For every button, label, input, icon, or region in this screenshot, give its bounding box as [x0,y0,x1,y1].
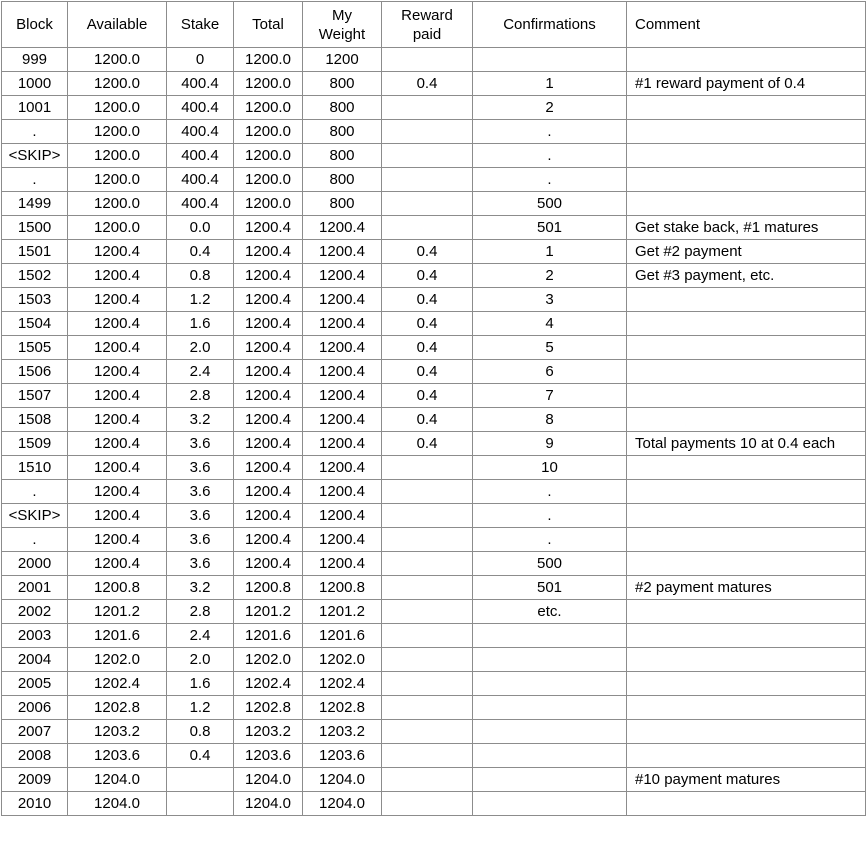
comment-cell [627,96,866,120]
comment-cell [627,648,866,672]
block-cell: 1499 [2,192,68,216]
block-cell: 1502 [2,264,68,288]
total-cell: 1200.0 [234,192,303,216]
available-cell: 1200.4 [68,264,167,288]
stake-cell: 0.4 [167,744,234,768]
comment-cell [627,312,866,336]
table-row [2,144,866,168]
my-weight-cell: 1202.0 [303,648,382,672]
stake-cell: 2.0 [167,648,234,672]
block-cell: 2009 [2,768,68,792]
stake-cell: 400.4 [167,192,234,216]
total-cell: 1200.4 [234,312,303,336]
my-weight-cell: 1200 [303,48,382,72]
total-cell: 1200.0 [234,48,303,72]
stake-cell [167,792,234,816]
stake-cell: 3.6 [167,432,234,456]
stake-cell: 2.8 [167,600,234,624]
reward-paid-cell [382,168,473,192]
confirmations-cell: . [473,120,627,144]
table-row [2,192,866,216]
available-cell: 1200.4 [68,360,167,384]
stake-cell: 0.8 [167,720,234,744]
my-weight-cell: 800 [303,168,382,192]
confirmations-cell [473,624,627,648]
stake-cell: 2.8 [167,384,234,408]
comment-cell [627,672,866,696]
available-cell: 1202.8 [68,696,167,720]
header-row [2,2,866,48]
column-header-my-weight: My Weight [303,2,382,48]
table-row [2,264,866,288]
table-row [2,576,866,600]
available-cell: 1200.0 [68,144,167,168]
stake-cell: 3.6 [167,552,234,576]
block-cell: 1504 [2,312,68,336]
table-row [2,552,866,576]
my-weight-cell: 1200.4 [303,504,382,528]
stake-cell: 400.4 [167,120,234,144]
available-cell: 1202.0 [68,648,167,672]
block-cell: 1501 [2,240,68,264]
reward-paid-cell [382,792,473,816]
block-cell: 999 [2,48,68,72]
confirmations-cell: . [473,168,627,192]
reward-paid-cell [382,672,473,696]
reward-paid-cell: 0.4 [382,264,473,288]
table-row [2,504,866,528]
comment-cell [627,504,866,528]
total-cell: 1200.0 [234,144,303,168]
my-weight-cell: 1204.0 [303,768,382,792]
my-weight-cell: 1202.8 [303,696,382,720]
reward-paid-cell: 0.4 [382,288,473,312]
table-row [2,432,866,456]
total-cell: 1200.4 [234,336,303,360]
comment-cell [627,624,866,648]
stake-cell: 2.0 [167,336,234,360]
confirmations-cell: 501 [473,576,627,600]
stake-cell [167,768,234,792]
block-cell: 1508 [2,408,68,432]
reward-paid-cell: 0.4 [382,336,473,360]
column-header-reward-paid: Reward paid [382,2,473,48]
my-weight-cell: 1200.4 [303,264,382,288]
available-cell: 1201.2 [68,600,167,624]
table-row [2,480,866,504]
my-weight-cell: 1200.4 [303,432,382,456]
stake-cell: 0.4 [167,240,234,264]
confirmations-cell [473,648,627,672]
reward-paid-cell [382,48,473,72]
available-cell: 1200.4 [68,288,167,312]
stake-cell: 3.2 [167,408,234,432]
my-weight-cell: 800 [303,96,382,120]
available-cell: 1200.4 [68,240,167,264]
confirmations-cell: . [473,528,627,552]
my-weight-cell: 1204.0 [303,792,382,816]
my-weight-cell: 1201.2 [303,600,382,624]
stake-cell: 0.0 [167,216,234,240]
confirmations-cell: 9 [473,432,627,456]
block-cell: . [2,168,68,192]
my-weight-cell: 1200.4 [303,552,382,576]
block-cell: 1000 [2,72,68,96]
table-row [2,672,866,696]
table-row [2,48,866,72]
stake-cell: 3.6 [167,456,234,480]
confirmations-cell: 7 [473,384,627,408]
reward-paid-cell: 0.4 [382,240,473,264]
total-cell: 1200.4 [234,240,303,264]
table-row [2,744,866,768]
comment-cell: Get stake back, #1 matures [627,216,866,240]
confirmations-cell: 2 [473,96,627,120]
block-cell: 1510 [2,456,68,480]
table-row [2,384,866,408]
total-cell: 1200.4 [234,384,303,408]
block-cell: <SKIP> [2,504,68,528]
table-row [2,720,866,744]
my-weight-cell: 1203.2 [303,720,382,744]
reward-paid-cell: 0.4 [382,432,473,456]
confirmations-cell: 4 [473,312,627,336]
comment-cell [627,552,866,576]
comment-cell: Get #3 payment, etc. [627,264,866,288]
block-cell: 2003 [2,624,68,648]
column-header-total: Total [234,2,303,48]
my-weight-cell: 1202.4 [303,672,382,696]
comment-cell [627,168,866,192]
available-cell: 1200.4 [68,480,167,504]
my-weight-cell: 1200.4 [303,528,382,552]
staking-table [1,1,866,816]
total-cell: 1200.4 [234,480,303,504]
available-cell: 1200.0 [68,72,167,96]
available-cell: 1200.4 [68,432,167,456]
stake-cell: 400.4 [167,72,234,96]
total-cell: 1200.4 [234,528,303,552]
available-cell: 1200.0 [68,120,167,144]
column-header-confirmations: Confirmations [473,2,627,48]
stake-cell: 1.2 [167,288,234,312]
my-weight-cell: 1200.4 [303,360,382,384]
my-weight-cell: 1200.4 [303,408,382,432]
total-cell: 1204.0 [234,768,303,792]
table-row [2,648,866,672]
table-row [2,768,866,792]
confirmations-cell: 10 [473,456,627,480]
my-weight-cell: 1203.6 [303,744,382,768]
confirmations-cell [473,672,627,696]
available-cell: 1203.2 [68,720,167,744]
confirmations-cell: 6 [473,360,627,384]
comment-cell [627,720,866,744]
reward-paid-cell: 0.4 [382,408,473,432]
total-cell: 1200.8 [234,576,303,600]
comment-cell [627,456,866,480]
block-cell: 1500 [2,216,68,240]
my-weight-cell: 800 [303,120,382,144]
total-cell: 1200.4 [234,432,303,456]
comment-cell [627,384,866,408]
total-cell: 1200.0 [234,72,303,96]
reward-paid-cell [382,768,473,792]
reward-paid-cell [382,144,473,168]
reward-paid-cell [382,96,473,120]
my-weight-cell: 1200.4 [303,240,382,264]
comment-cell [627,288,866,312]
stake-cell: 2.4 [167,624,234,648]
table-row [2,360,866,384]
stake-cell: 1.2 [167,696,234,720]
table-row [2,408,866,432]
confirmations-cell: 501 [473,216,627,240]
confirmations-cell: . [473,480,627,504]
available-cell: 1201.6 [68,624,167,648]
reward-paid-cell [382,696,473,720]
table-row [2,168,866,192]
reward-paid-cell: 0.4 [382,384,473,408]
comment-cell: Total payments 10 at 0.4 each [627,432,866,456]
available-cell: 1204.0 [68,792,167,816]
block-cell: 1509 [2,432,68,456]
comment-cell: Get #2 payment [627,240,866,264]
my-weight-cell: 1201.6 [303,624,382,648]
reward-paid-cell [382,216,473,240]
confirmations-cell: 3 [473,288,627,312]
total-cell: 1200.4 [234,456,303,480]
comment-cell [627,336,866,360]
table-row [2,288,866,312]
table-row [2,624,866,648]
table-row [2,312,866,336]
available-cell: 1202.4 [68,672,167,696]
comment-cell [627,600,866,624]
total-cell: 1200.4 [234,504,303,528]
available-cell: 1200.4 [68,336,167,360]
comment-cell [627,144,866,168]
total-cell: 1200.4 [234,216,303,240]
total-cell: 1202.8 [234,696,303,720]
stake-cell: 3.6 [167,504,234,528]
confirmations-cell: 2 [473,264,627,288]
block-cell: . [2,120,68,144]
comment-cell: #1 reward payment of 0.4 [627,72,866,96]
stake-cell: 400.4 [167,168,234,192]
reward-paid-cell [382,456,473,480]
column-header-block: Block [2,2,68,48]
comment-cell [627,744,866,768]
block-cell: 1505 [2,336,68,360]
stake-cell: 2.4 [167,360,234,384]
column-header-available: Available [68,2,167,48]
available-cell: 1200.0 [68,216,167,240]
block-cell: 2008 [2,744,68,768]
total-cell: 1202.4 [234,672,303,696]
total-cell: 1203.2 [234,720,303,744]
confirmations-cell: 5 [473,336,627,360]
total-cell: 1202.0 [234,648,303,672]
available-cell: 1200.4 [68,504,167,528]
reward-paid-cell [382,192,473,216]
my-weight-cell: 800 [303,72,382,96]
table-row [2,336,866,360]
available-cell: 1200.8 [68,576,167,600]
total-cell: 1200.4 [234,408,303,432]
comment-cell [627,360,866,384]
reward-paid-cell [382,480,473,504]
total-cell: 1201.6 [234,624,303,648]
confirmations-cell: 1 [473,72,627,96]
total-cell: 1200.4 [234,360,303,384]
table-row [2,600,866,624]
stake-cell: 1.6 [167,672,234,696]
confirmations-cell [473,48,627,72]
my-weight-cell: 1200.4 [303,288,382,312]
available-cell: 1200.4 [68,552,167,576]
reward-paid-cell: 0.4 [382,72,473,96]
comment-cell [627,48,866,72]
block-cell: 2007 [2,720,68,744]
reward-paid-cell: 0.4 [382,312,473,336]
confirmations-cell: 500 [473,192,627,216]
total-cell: 1200.4 [234,288,303,312]
block-cell: 2000 [2,552,68,576]
reward-paid-cell [382,720,473,744]
my-weight-cell: 800 [303,144,382,168]
total-cell: 1200.4 [234,552,303,576]
comment-cell: #10 payment matures [627,768,866,792]
confirmations-cell: 1 [473,240,627,264]
my-weight-cell: 1200.4 [303,480,382,504]
available-cell: 1204.0 [68,768,167,792]
total-cell: 1201.2 [234,600,303,624]
reward-paid-cell: 0.4 [382,360,473,384]
confirmations-cell: 8 [473,408,627,432]
available-cell: 1200.4 [68,528,167,552]
reward-paid-cell [382,648,473,672]
available-cell: 1200.0 [68,168,167,192]
table-row [2,792,866,816]
my-weight-cell: 1200.4 [303,312,382,336]
comment-cell [627,408,866,432]
confirmations-cell: . [473,504,627,528]
stake-cell: 0.8 [167,264,234,288]
table-body [2,48,866,816]
table-row [2,72,866,96]
reward-paid-cell [382,504,473,528]
confirmations-cell [473,720,627,744]
confirmations-cell: etc. [473,600,627,624]
confirmations-cell [473,792,627,816]
available-cell: 1200.4 [68,312,167,336]
my-weight-cell: 800 [303,192,382,216]
available-cell: 1200.4 [68,384,167,408]
stake-cell: 400.4 [167,96,234,120]
stake-cell: 400.4 [167,144,234,168]
available-cell: 1200.0 [68,48,167,72]
column-header-comment: Comment [627,2,866,48]
comment-cell [627,120,866,144]
reward-paid-cell [382,528,473,552]
my-weight-cell: 1200.8 [303,576,382,600]
confirmations-cell: 500 [473,552,627,576]
comment-cell [627,528,866,552]
table-row [2,96,866,120]
table-row [2,216,866,240]
comment-cell: #2 payment matures [627,576,866,600]
total-cell: 1200.0 [234,96,303,120]
total-cell: 1200.4 [234,264,303,288]
my-weight-cell: 1200.4 [303,336,382,360]
confirmations-cell [473,768,627,792]
table-row [2,528,866,552]
reward-paid-cell [382,576,473,600]
block-cell: 2010 [2,792,68,816]
block-cell: . [2,528,68,552]
block-cell: . [2,480,68,504]
block-cell: 1507 [2,384,68,408]
confirmations-cell [473,696,627,720]
confirmations-cell [473,744,627,768]
stake-cell: 3.6 [167,480,234,504]
total-cell: 1203.6 [234,744,303,768]
reward-paid-cell [382,120,473,144]
comment-cell [627,696,866,720]
block-cell: 2001 [2,576,68,600]
block-cell: 2006 [2,696,68,720]
block-cell: 1503 [2,288,68,312]
column-header-stake: Stake [167,2,234,48]
total-cell: 1200.0 [234,168,303,192]
comment-cell [627,480,866,504]
available-cell: 1200.4 [68,456,167,480]
available-cell: 1203.6 [68,744,167,768]
block-cell: 2002 [2,600,68,624]
block-cell: 1506 [2,360,68,384]
available-cell: 1200.0 [68,192,167,216]
table-row [2,696,866,720]
table-row [2,120,866,144]
block-cell: 1001 [2,96,68,120]
reward-paid-cell [382,744,473,768]
block-cell: 2004 [2,648,68,672]
comment-cell [627,192,866,216]
available-cell: 1200.0 [68,96,167,120]
available-cell: 1200.4 [68,408,167,432]
total-cell: 1200.0 [234,120,303,144]
block-cell: 2005 [2,672,68,696]
total-cell: 1204.0 [234,792,303,816]
reward-paid-cell [382,552,473,576]
stake-cell: 0 [167,48,234,72]
reward-paid-cell [382,624,473,648]
stake-cell: 3.6 [167,528,234,552]
stake-cell: 3.2 [167,576,234,600]
block-cell: <SKIP> [2,144,68,168]
comment-cell [627,792,866,816]
table-row [2,240,866,264]
confirmations-cell: . [473,144,627,168]
reward-paid-cell [382,600,473,624]
my-weight-cell: 1200.4 [303,384,382,408]
my-weight-cell: 1200.4 [303,216,382,240]
my-weight-cell: 1200.4 [303,456,382,480]
stake-cell: 1.6 [167,312,234,336]
table-row [2,456,866,480]
